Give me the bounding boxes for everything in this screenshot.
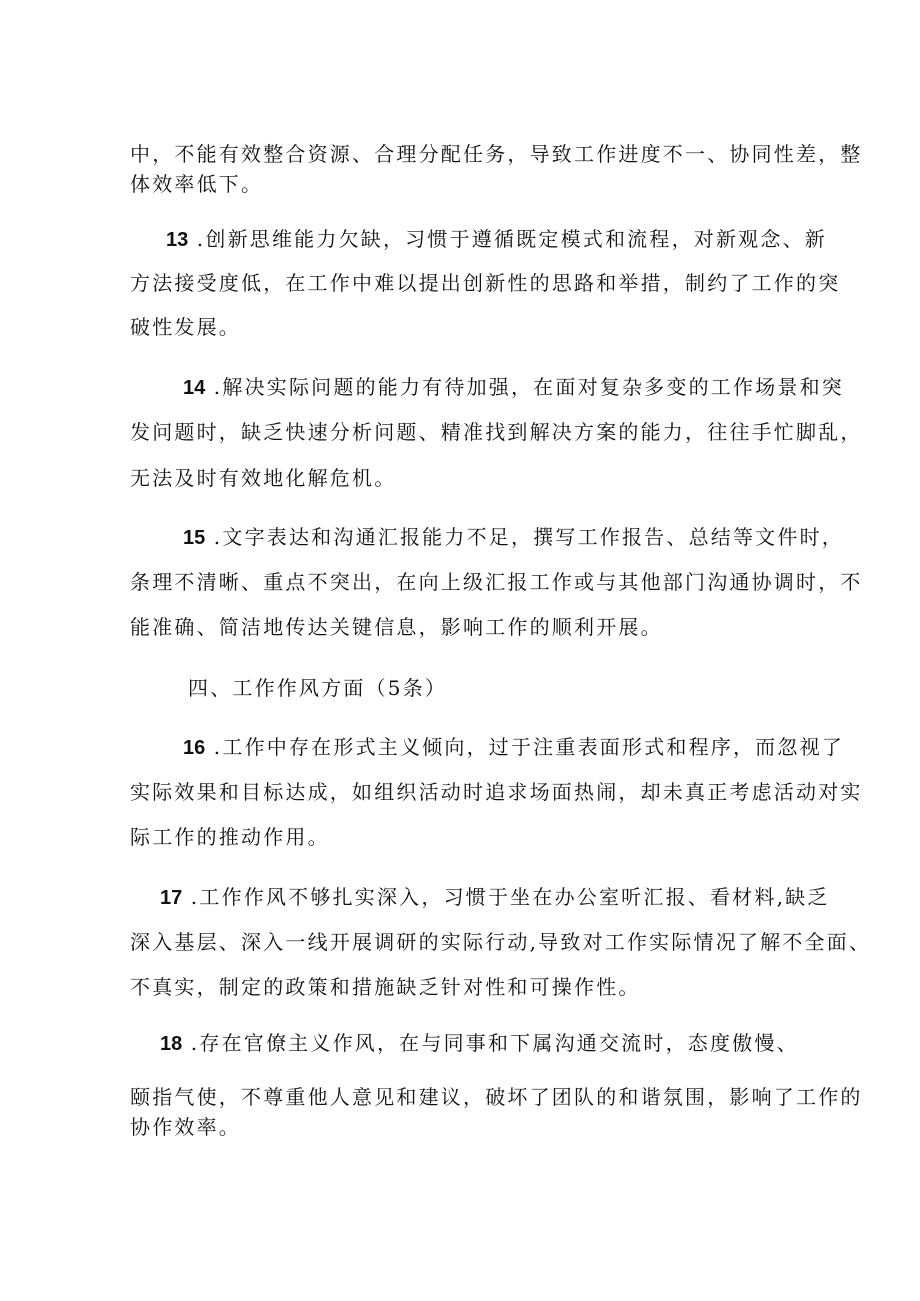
item-number-14: 14 [183, 377, 206, 399]
paragraph-12-line-2: 体效率低下。 [130, 172, 264, 196]
item-number-15: 15 [183, 527, 206, 549]
paragraph-15-text-1: .文字表达和沟通汇报能力不足，撰写工作报告、总结等文件时， [205, 525, 844, 549]
item-number-13: 13 [166, 229, 189, 251]
paragraph-17-line-3: 不真实，制定的政策和措施缺乏针对性和可操作性。 [130, 975, 641, 999]
paragraph-16-line-3: 际工作的推动作用。 [130, 825, 330, 849]
paragraph-15-line-3: 能准确、简洁地传达关键信息，影响工作的顺利开展。 [130, 615, 663, 639]
paragraph-14-line-2: 发问题时，缺乏快速分析问题、精准找到解决方案的能力，往往手忙脚乱， [130, 420, 863, 444]
item-number-16: 16 [183, 737, 206, 759]
paragraph-17-line-2: 深入基层、深入一线开展调研的实际行动,导致对工作实际情况了解不全面、 [130, 930, 872, 954]
paragraph-14-line-3: 无法及时有效地化解危机。 [130, 466, 397, 490]
paragraph-13-text-1: .创新思维能力欠缺，习惯于遵循既定模式和流程，对新观念、新 [188, 227, 827, 251]
paragraph-13-line-2: 方法接受度低，在工作中难以提出创新性的思路和举措，制约了工作的突 [130, 271, 841, 295]
paragraph-15-line-1 [183, 525, 844, 550]
paragraph-16-line-2: 实际效果和目标达成，如组织活动时追求场面热闹，却未真正考虑活动对实 [130, 780, 863, 804]
paragraph-14-text-1: .解决实际问题的能力有待加强，在面对复杂多变的工作场景和突 [205, 375, 844, 399]
paragraph-13-line-3: 破性发展。 [130, 315, 241, 339]
paragraph-16-line-1 [183, 735, 844, 760]
paragraph-13-line-1 [166, 227, 827, 252]
paragraph-18-text-1: .存在官僚主义作风，在与同事和下属沟通交流时，态度傲慢、 [182, 1031, 799, 1055]
section-heading-work-style: 四、工作作风方面（5条） [188, 676, 448, 700]
paragraph-15-line-2: 条理不清晰、重点不突出，在向上级汇报工作或与其他部门沟通协调时，不 [130, 570, 863, 594]
item-number-17: 17 [160, 887, 183, 909]
paragraph-12-line-1: 中，不能有效整合资源、合理分配任务，导致工作进度不一、协同性差，整 [130, 142, 863, 166]
paragraph-14-line-1 [183, 375, 844, 400]
paragraph-16-text-1: .工作中存在形式主义倾向，过于注重表面形式和程序，而忽视了 [205, 735, 844, 759]
paragraph-18-line-1 [160, 1031, 799, 1056]
paragraph-18-line-3: 协作效率。 [130, 1115, 241, 1139]
paragraph-17-line-1 [160, 885, 830, 910]
item-number-18: 18 [160, 1033, 183, 1055]
paragraph-18-line-2: 颐指气使，不尊重他人意见和建议，破坏了团队的和谐氛围，影响了工作的 [130, 1085, 863, 1109]
paragraph-17-text-1: .工作作风不够扎实深入，习惯于坐在办公室听汇报、看材料,缺乏 [182, 885, 830, 909]
